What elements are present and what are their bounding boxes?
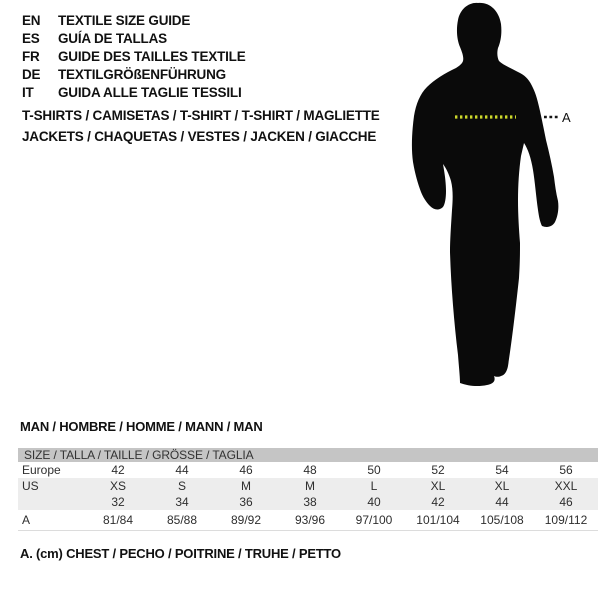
- language-code: IT: [22, 85, 34, 100]
- table-cell: 36: [239, 495, 253, 509]
- table-cell: M: [305, 479, 315, 493]
- table-cell: S: [177, 479, 186, 493]
- table-cell: 56: [559, 463, 573, 477]
- table-cell: 97/100: [355, 513, 393, 527]
- table-cell: XXL: [554, 479, 578, 493]
- table-cell: XS: [109, 479, 126, 493]
- table-cell: 109/112: [544, 513, 588, 527]
- table-cell: 89/92: [230, 513, 262, 527]
- table-cell: 93/96: [294, 513, 326, 527]
- garment-line-tshirts: T-SHIRTS / CAMISETAS / T-SHIRT / T-SHIRT / MAGLIETTE: [22, 108, 380, 123]
- section-title-man: MAN / HOMBRE / HOMME / MANN / MAN: [20, 419, 263, 434]
- table-stripe-us-block: [18, 478, 598, 510]
- language-title: TEXTILE SIZE GUIDE: [58, 13, 191, 28]
- garment-type-lines: [22, 106, 380, 147]
- size-table-header: SIZE / TALLA / TAILLE / GRÖSSE / TAGLIA: [18, 448, 598, 462]
- table-row-us: [18, 478, 598, 494]
- row-label: US: [22, 479, 39, 493]
- language-title-list: [22, 12, 246, 102]
- table-cell: 38: [303, 495, 317, 509]
- table-cell: 81/84: [102, 513, 134, 527]
- language-row-de: [22, 66, 246, 84]
- table-cell: 44: [495, 495, 509, 509]
- garment-line-jackets: JACKETS / CHAQUETAS / VESTES / JACKEN / GIACCHE: [22, 128, 377, 144]
- table-cell: 46: [559, 495, 573, 509]
- table-cell: L: [370, 479, 378, 493]
- table-cell: 50: [367, 463, 381, 477]
- language-title: GUÍA DE TALLAS: [58, 31, 167, 46]
- table-cell: 54: [495, 463, 509, 477]
- table-row-a-chest: [18, 510, 598, 530]
- language-title: TEXTILGRÖßENFÜHRUNG: [58, 67, 226, 82]
- measure-label-a: A: [562, 110, 571, 125]
- language-row-fr: [22, 48, 246, 66]
- language-code: DE: [22, 67, 41, 82]
- table-cell: 44: [175, 463, 189, 477]
- row-label: Europe: [22, 463, 61, 477]
- table-row-europe: [18, 462, 598, 478]
- man-silhouette-svg: [400, 0, 600, 400]
- language-code: EN: [22, 13, 41, 28]
- language-row-en: [22, 12, 246, 30]
- row-label: A: [22, 513, 31, 527]
- measurement-footnote: A. (cm) CHEST / PECHO / POITRINE / TRUHE / PETTO: [20, 546, 341, 561]
- language-code: ES: [22, 31, 40, 46]
- table-cell: 42: [431, 495, 445, 509]
- table-cell: 46: [239, 463, 253, 477]
- table-cell: 85/88: [166, 513, 198, 527]
- table-cell: 34: [175, 495, 189, 509]
- table-row-us-numeric: [18, 494, 598, 510]
- size-table: [18, 448, 598, 531]
- man-silhouette-figure: [400, 0, 600, 400]
- table-cell: 32: [111, 495, 125, 509]
- table-cell: 52: [431, 463, 445, 477]
- table-cell: 42: [111, 463, 125, 477]
- table-cell: XL: [430, 479, 446, 493]
- language-row-es: [22, 30, 246, 48]
- man-silhouette-shape: [412, 3, 558, 386]
- table-cell: M: [241, 479, 251, 493]
- language-title: GUIDE DES TAILLES TEXTILE: [58, 49, 246, 64]
- table-cell: 48: [303, 463, 317, 477]
- language-row-it: [22, 84, 246, 102]
- table-cell: XL: [494, 479, 510, 493]
- language-code: FR: [22, 49, 40, 64]
- table-cell: 101/104: [416, 513, 460, 527]
- table-cell: 40: [367, 495, 381, 509]
- table-cell: 105/108: [480, 513, 524, 527]
- language-title: GUIDA ALLE TAGLIE TESSILI: [58, 85, 242, 100]
